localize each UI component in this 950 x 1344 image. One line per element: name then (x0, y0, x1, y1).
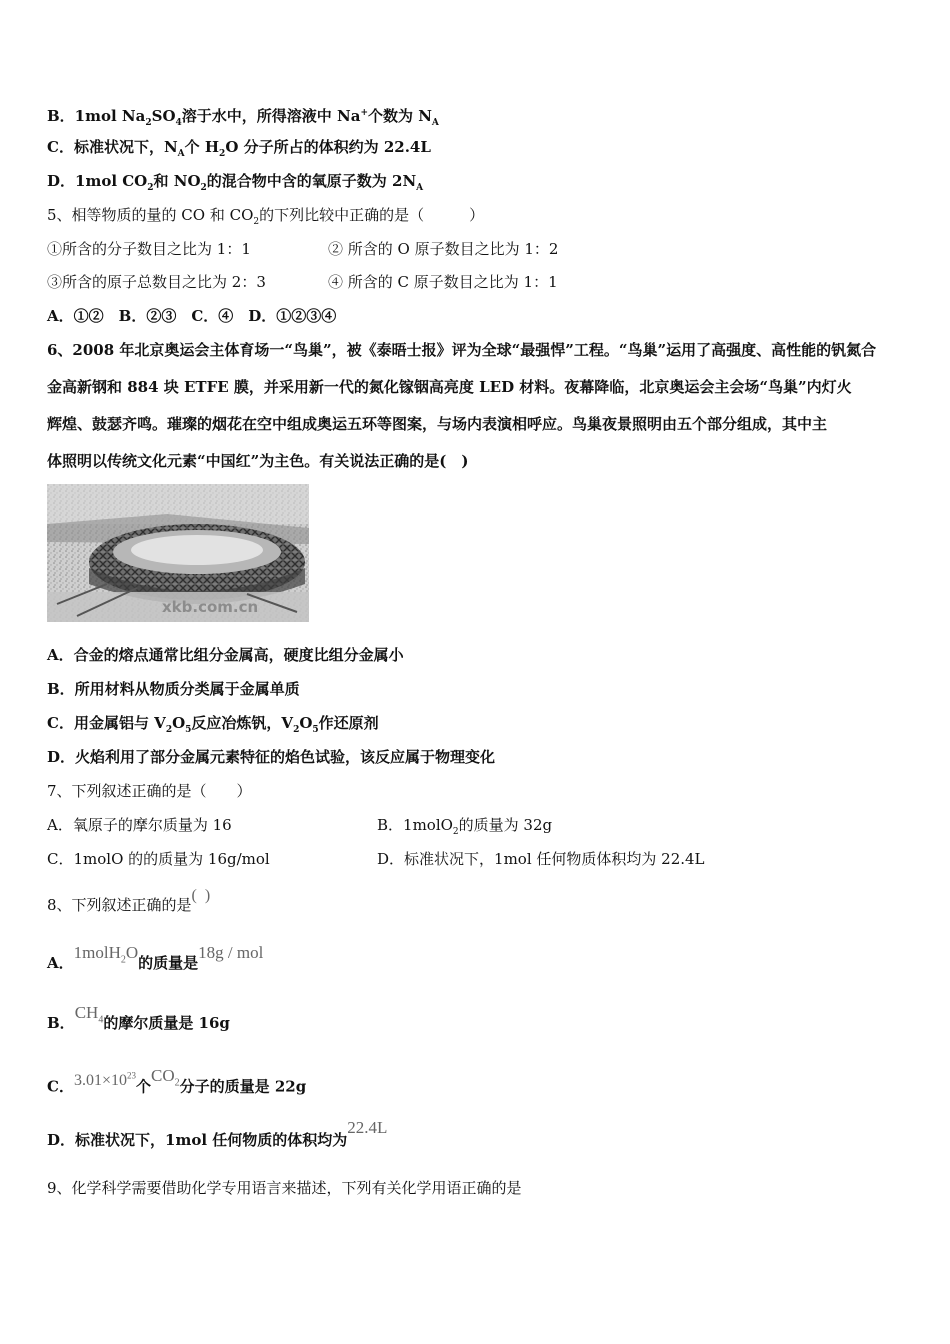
photo-watermark: xkb.com.cn (162, 598, 259, 616)
q8-stem-paren: ( ) (191, 887, 213, 904)
q6-stem-line-2: 金高新钢和 884 块 ETFE 膜，并采用新一代的氮化镓铟高亮度 LED 材料。夜幕降临，北京奥运会主会场“鸟巢”内灯火 (47, 378, 852, 396)
q4-option-d: D．1mol $CO_2$和 $NO_2$的混合物中含的氧原子数为 $2N_A$ (47, 172, 424, 193)
q5-options: A．①② B．②③ C．④ D．①②③④ (47, 307, 337, 325)
q6-stem-line-4: 体照明以传统文化元素“中国红”为主色。有关说法正确的是( ) (47, 452, 469, 470)
q6-stem-line-1: 6、2008 年北京奥运会主体育场一“鸟巢”，被《泰晤士报》评为全球“最强悍”工程。“鸟巢”运用了高强度、高性能的钒氮合 (47, 341, 877, 359)
q5-stem: 5、相等物质的量的 CO 和 $CO_2$的下列比较中正确的是（ ） (47, 206, 485, 227)
q7-option-b: B．1molO$_2$的质量为 32g (377, 816, 553, 837)
q5-statement-4: ④ 所含的 C 原子数目之比为 1：1 (328, 273, 558, 291)
q8-stem: 8、下列叙述正确的是( ) (47, 887, 213, 914)
q6-stem-line-3: 辉煌、鼓瑟齐鸣。璀璨的烟花在空中组成奥运五环等图案，与场内表演相呼应。鸟巢夜景照明由五个部分组成，其中主 (47, 415, 828, 433)
q6-option-b: B．所用材料从物质分类属于金属单质 (47, 680, 300, 698)
q6-option-d: D．火焰利用了部分金属元素特征的焰色试验，该反应属于物理变化 (47, 748, 496, 766)
q9-stem: 9、化学科学需要借助化学专用语言来描述，下列有关化学用语正确的是 (47, 1179, 522, 1197)
q8-option-c: C．$3.01\times 10^{23}$个$CO_2$分子的质量是 22g (47, 1066, 307, 1096)
q4-option-c: C．标准状况下，$N_A$个 $H_2O$ 分子所占的体积约为 22.4L (47, 138, 431, 159)
q6-option-a: A．合金的熔点通常比组分金属高，硬度比组分金属小 (47, 646, 404, 664)
q8-option-a: A．1molH$_2$O的质量是18g / mol (47, 943, 264, 972)
q7-stem: 7、下列叙述正确的是（ ） (47, 782, 252, 800)
q7-option-a: A．氧原子的摩尔质量为 16 (47, 816, 232, 834)
q6-option-c: C．用金属铝与 $V_2O_5$反应冶炼钒，$V_2O_5$作还原剂 (47, 714, 379, 735)
q7-option-c: C．1molO 的的质量为 16g/mol (47, 850, 270, 868)
q5-statement-3: ③所含的原子总数目之比为 2：3 (47, 273, 266, 291)
q5-statement-2: ② 所含的 O 原子数目之比为 1：2 (328, 240, 559, 258)
birds-nest-stadium-photo (47, 484, 309, 622)
q7-option-d: D．标准状况下，1mol 任何物质体积均为 22.4L (377, 850, 705, 868)
q4-option-b: B．1mol $Na_2SO_4$溶于水中，所得溶液中 Na+个数为 $N_A$ (47, 107, 439, 128)
q8-option-b: B．$CH_4$的摩尔质量是 16g (47, 1003, 230, 1032)
q5-statement-1: ①所含的分子数目之比为 1：1 (47, 240, 251, 258)
q8-option-d: D．标准状况下，1mol 任何物质的体积均为22.4L (47, 1118, 388, 1149)
